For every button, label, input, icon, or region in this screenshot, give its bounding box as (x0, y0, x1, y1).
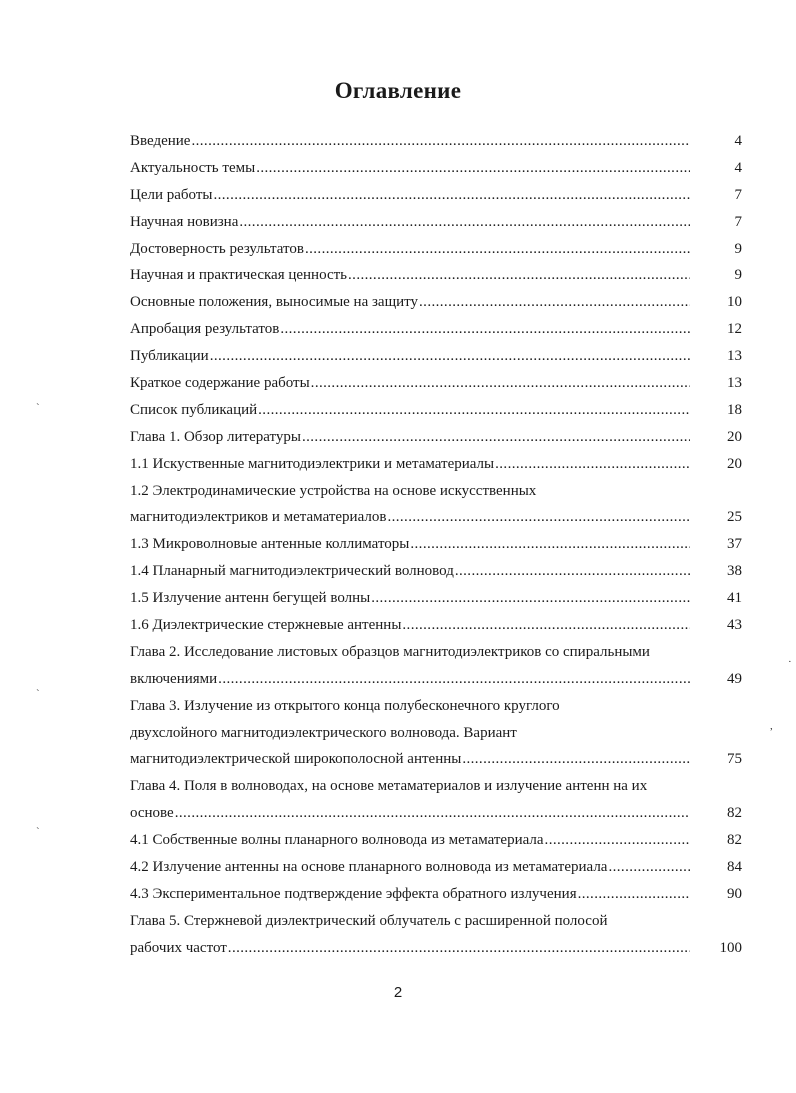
toc-leader-dots (210, 343, 690, 370)
toc-leader-dots (218, 666, 690, 693)
toc-entry-page: 13 (727, 348, 742, 365)
toc-entry (130, 720, 742, 747)
toc-leader-dots (305, 236, 690, 263)
toc-leader-dots (545, 827, 690, 854)
toc-entry-title: 1.3 Микроволновые антенные коллиматоры (130, 536, 410, 553)
toc-entry (130, 262, 742, 289)
toc-entry-title: Публикации (130, 348, 209, 365)
toc-leader-dots (256, 155, 690, 182)
toc-entry-page: 84 (727, 859, 742, 876)
toc-entry-title: Глава 3. Излучение из открытого конца полубесконечного круглого (130, 697, 560, 714)
toc-entry-page: 7 (734, 213, 742, 230)
toc-entry-title: Достоверность результатов (130, 240, 304, 257)
toc-leader-dots (258, 397, 690, 424)
toc-entry-page: 9 (734, 240, 742, 257)
toc-entry-page: 43 (727, 617, 742, 634)
page-number: 2 (393, 984, 403, 1001)
toc-leader-dots (213, 182, 690, 209)
toc-entry-title: Глава 2. Исследование листовых образцов магнитодиэлектриков со спиральными (130, 643, 650, 660)
toc-entry-page: 9 (734, 267, 742, 284)
toc-entry-title: 4.2 Излучение антенны на основе планарного волновода из метаматериала (130, 859, 608, 876)
toc-entry-title: 1.4 Планарный магнитодиэлектрический волновод (130, 563, 454, 580)
toc-leader-dots (402, 612, 690, 639)
toc-entry (130, 424, 742, 451)
toc-leader-dots (175, 800, 690, 827)
toc-leader-dots (228, 935, 690, 962)
toc-entry-page: 4 (734, 133, 742, 149)
page-title: Оглавление (334, 78, 462, 103)
toc-leader-dots (191, 128, 690, 155)
toc-entry (130, 155, 742, 182)
toc-entry-title: Апробация результатов (130, 321, 280, 338)
toc-entry-title: Основные положения, выносимые на защиту (130, 294, 419, 311)
toc-entry-title: включениями (130, 670, 218, 687)
toc-entry (130, 209, 742, 236)
toc-entry-page: 10 (727, 294, 742, 311)
toc-entry-title: 4.1 Собственные волны планарного волновода из метаматериала (130, 832, 544, 849)
toc-entry-title: магнитодиэлектриков и метаматериалов (130, 509, 387, 526)
toc-leader-dots (455, 558, 690, 585)
toc-entry (130, 908, 742, 935)
toc-entry (130, 451, 742, 478)
toc-leader-dots (608, 854, 690, 881)
toc-entry (130, 558, 742, 585)
toc-entry-page: 25 (727, 509, 742, 526)
toc-entry-title: Список публикаций (130, 401, 258, 418)
toc-entry-page: 82 (727, 832, 742, 849)
toc-entry-page: 20 (727, 455, 742, 472)
toc-entry-page: 82 (727, 805, 742, 822)
toc-leader-dots (578, 881, 690, 908)
toc-entry-page: 20 (727, 428, 742, 445)
toc-leader-dots (371, 585, 690, 612)
toc-entry (130, 504, 742, 531)
toc-entry-title: 1.2 Электродинамические устройства на основе искусственных (130, 482, 537, 499)
toc-entry (130, 585, 742, 612)
toc-entry-title: Глава 4. Поля в волноводах, на основе метаматериалов и излучение антенн на их (130, 778, 648, 795)
toc-leader-dots (462, 746, 690, 773)
toc-entry (130, 128, 742, 155)
toc-leader-dots (239, 209, 690, 236)
toc-entry (130, 639, 742, 666)
toc-entry (130, 800, 742, 827)
toc-entry-title: основе (130, 805, 174, 822)
toc-leader-dots (387, 504, 690, 531)
toc-entry-page: 12 (727, 321, 742, 338)
toc-entry-title: 4.3 Экспериментальное подтверждение эффекта обратного излучения (130, 885, 577, 902)
scan-speck: ` (36, 688, 40, 700)
toc-entry-page: 13 (727, 375, 742, 392)
toc-entry (130, 693, 742, 720)
toc-entry-page: 100 (719, 939, 742, 956)
table-of-contents (130, 128, 742, 962)
toc-leader-dots (302, 424, 690, 451)
toc-entry-title: 1.1 Искуственные магнитодиэлектрики и метаматериалы (130, 455, 495, 472)
toc-leader-dots (280, 316, 690, 343)
toc-entry (130, 182, 742, 209)
toc-entry-title: магнитодиэлектрической широкополосной антенны (130, 751, 462, 768)
toc-entry-page: 90 (727, 885, 742, 902)
toc-entry (130, 531, 742, 558)
toc-entry-title: Научная новизна (130, 213, 239, 230)
toc-entry (130, 827, 742, 854)
toc-entry-page: 18 (727, 401, 742, 418)
toc-entry-title: 1.6 Диэлектрические стержневые антенны (130, 617, 402, 634)
toc-entry-page: 4 (734, 159, 742, 176)
toc-entry-title: Актуальность темы (130, 159, 256, 176)
toc-entry-title: Цели работы (130, 186, 213, 203)
toc-entry (130, 370, 742, 397)
toc-entry (130, 666, 742, 693)
toc-entry-title: Научная и практическая ценность (130, 267, 348, 284)
toc-entry-page: 38 (727, 563, 742, 580)
toc-entry (130, 881, 742, 908)
toc-entry-page: 49 (727, 670, 742, 687)
toc-entry (130, 316, 742, 343)
toc-entry-title: двухслойного магнитодиэлектрического волновода. Вариант (130, 724, 517, 741)
toc-entry (130, 343, 742, 370)
toc-entry-page: 7 (734, 186, 742, 203)
scan-speck: , (770, 720, 773, 732)
toc-entry (130, 236, 742, 263)
toc-entry-title: Введение (130, 133, 191, 149)
toc-entry (130, 746, 742, 773)
toc-leader-dots (419, 289, 690, 316)
toc-entry (130, 478, 742, 505)
toc-entry (130, 854, 742, 881)
toc-leader-dots (495, 451, 690, 478)
toc-entry-page: 41 (727, 590, 742, 607)
toc-entry (130, 397, 742, 424)
toc-entry-page: 37 (727, 536, 742, 553)
toc-entry-title: Краткое содержание работы (130, 375, 310, 392)
toc-leader-dots (348, 262, 690, 289)
toc-entry (130, 773, 742, 800)
toc-entry-title: Глава 1. Обзор литературы (130, 428, 301, 445)
toc-entry-title: Глава 5. Стержневой диэлектрический облучатель с расширенной полосой (130, 912, 608, 929)
toc-entry (130, 935, 742, 962)
toc-entry (130, 289, 742, 316)
toc-entry-page: 75 (727, 751, 742, 768)
scan-speck: ` (36, 826, 40, 838)
toc-entry-title: рабочих частот (130, 939, 227, 956)
toc-leader-dots (410, 531, 690, 558)
toc-leader-dots (311, 370, 690, 397)
toc-entry (130, 612, 742, 639)
scan-speck: ` (36, 402, 40, 414)
toc-entry-title: 1.5 Излучение антенн бегущей волны (130, 590, 371, 607)
scan-speck: · (788, 656, 792, 668)
